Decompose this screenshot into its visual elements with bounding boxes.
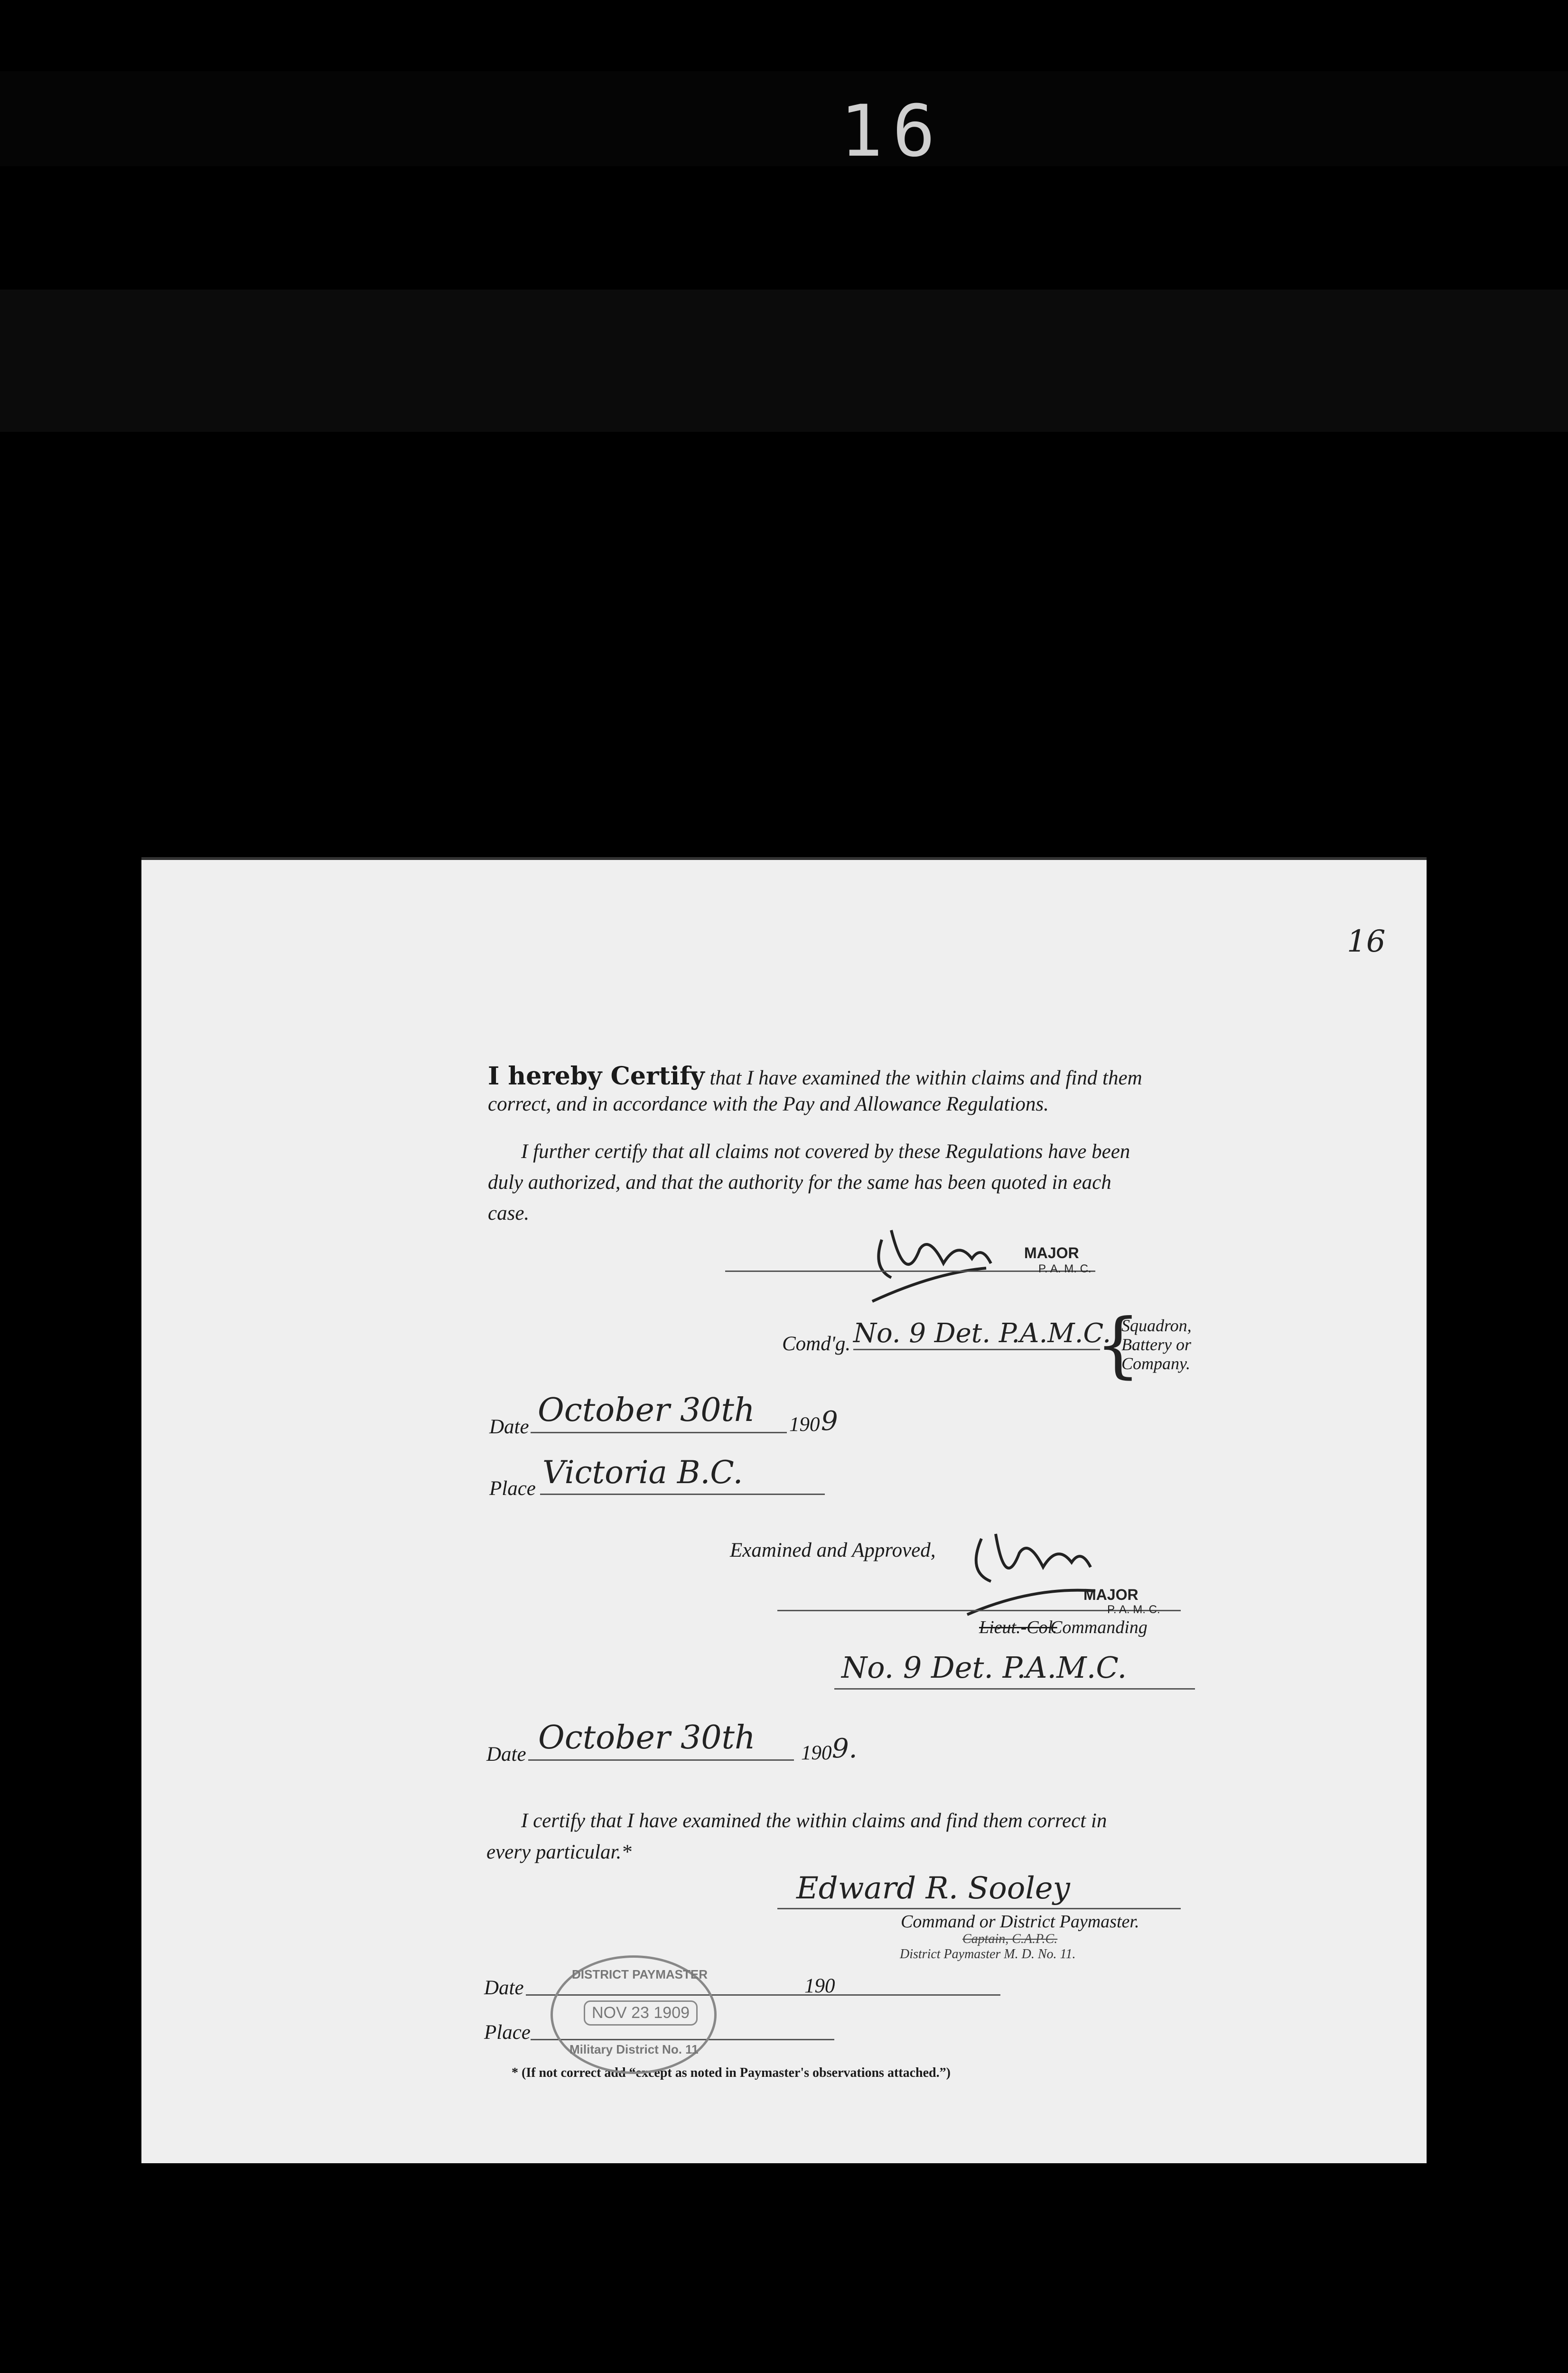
paymaster-text-line1: I certify that I have examined the within claims and find them correct in	[521, 1810, 1107, 1832]
brace: {	[1095, 1304, 1141, 1386]
approver-signature	[962, 1520, 1105, 1624]
approval-rank-stamp: MAJOR	[1083, 1586, 1139, 1603]
approval-date-label: Date	[486, 1743, 526, 1766]
dark-band-middle	[0, 290, 1568, 432]
year-digit: 9	[821, 1406, 838, 1437]
approval-unit-line	[834, 1688, 1195, 1690]
approval-year-prefix: 190	[801, 1742, 832, 1764]
place-value: Victoria B.C.	[542, 1454, 743, 1491]
comdg-label: Comd'g.	[782, 1333, 851, 1355]
year-prefix: 190	[789, 1413, 820, 1436]
para2-line1: I further certify that all claims not covered by these Regulations have been	[521, 1140, 1130, 1163]
commander-signature	[863, 1211, 1005, 1306]
paymaster-district: District Paymaster M. D. No. 11.	[900, 1947, 1076, 1962]
approval-date-value: October 30th	[538, 1719, 756, 1756]
corps-stamp: P. A. M. C.	[1038, 1262, 1092, 1275]
place-label: Place	[489, 1477, 536, 1500]
paymaster-date-label: Date	[484, 1977, 524, 1999]
frame-number: 16	[840, 90, 945, 173]
place-line	[540, 1494, 825, 1495]
certify-heading: I hereby Certify	[488, 1062, 705, 1091]
dark-band-top	[0, 71, 1568, 166]
approval-date-line	[528, 1759, 794, 1761]
comdg-value: No. 9 Det. P.A.M.C.	[853, 1318, 1111, 1349]
commanding-label: Commanding	[1050, 1617, 1148, 1637]
stamp-top-text: DISTRICT PAYMASTER	[572, 1967, 708, 1981]
para2-line3: case.	[488, 1202, 530, 1224]
rank-stamp: MAJOR	[1024, 1244, 1079, 1261]
approval-label: Examined and Approved,	[730, 1539, 936, 1561]
unit-option-squadron: Squadron,	[1121, 1316, 1192, 1335]
struck-rank: Lieut.-Col.	[979, 1617, 1057, 1637]
para2-line2: duly authorized, and that the authority for the same has been quoted in each	[488, 1171, 1111, 1194]
page-number: 16	[1347, 924, 1386, 959]
paymaster-year-prefix: 190	[804, 1975, 835, 1997]
paymaster-signature: Edward R. Sooley	[796, 1871, 1070, 1906]
document-sheet	[141, 857, 1427, 2163]
approval-year-digit: 9.	[832, 1733, 858, 1764]
date-label: Date	[489, 1416, 529, 1438]
date-value: October 30th	[538, 1392, 755, 1429]
paymaster-signature-line	[777, 1908, 1181, 1909]
paymaster-title: Command or District Paymaster.	[901, 1912, 1139, 1932]
footnote: * (If not correct add “except as noted in Paymaster's observations attached.”)	[512, 2065, 951, 2080]
unit-option-company: Company.	[1121, 1354, 1191, 1373]
comdg-line	[853, 1349, 1100, 1350]
paymaster-stamp	[551, 1955, 717, 2074]
paymaster-rank: Captain, C.A.P.C.	[962, 1932, 1058, 1946]
para1-text: that I have examined the within claims and find them	[709, 1067, 1142, 1089]
paymaster-text-line2: every particular.*	[486, 1841, 632, 1863]
approval-unit-value: No. 9 Det. P.A.M.C.	[841, 1650, 1127, 1685]
stamp-bottom-text: Military District No. 11	[569, 2042, 699, 2056]
approval-corps-stamp: P. A. M. C.	[1107, 1603, 1160, 1616]
paymaster-place-label: Place	[484, 2021, 531, 2044]
stamp-date: NOV 23 1909	[584, 2000, 698, 2026]
unit-option-battery: Battery or	[1121, 1335, 1191, 1354]
para1-line2: correct, and in accordance with the Pay and Allowance Regulations.	[488, 1093, 1049, 1115]
date-line	[531, 1432, 787, 1433]
